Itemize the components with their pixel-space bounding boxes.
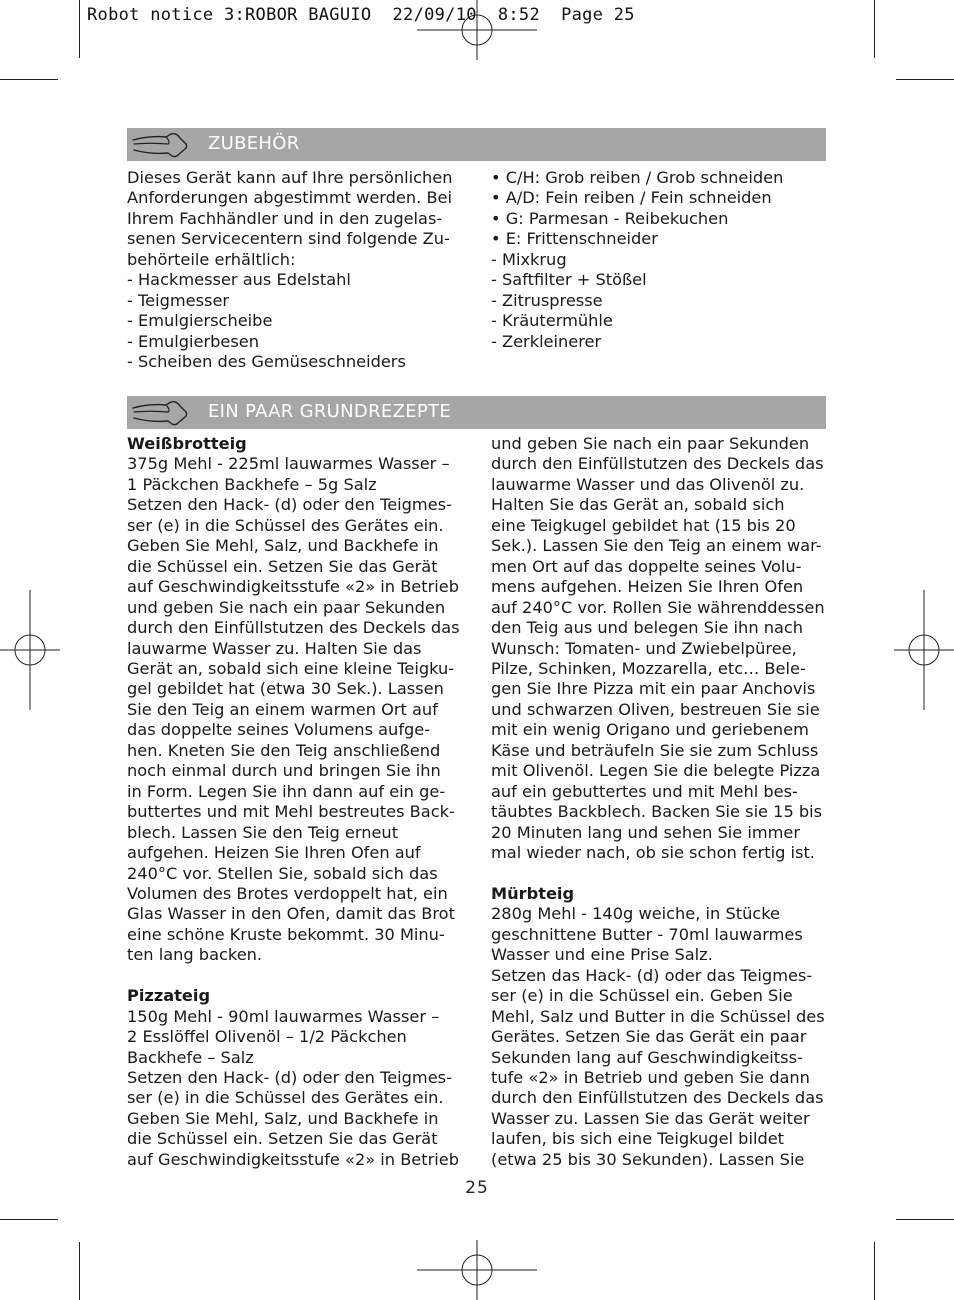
text-line: 20 Minuten lang und sehen Sie immer (491, 822, 801, 842)
recipe-heading: Pizzateig (127, 986, 211, 1006)
text-line: mit ein wenig Origano und geriebenem (491, 720, 809, 740)
text-line: - Emulgierscheibe (127, 311, 273, 331)
text-line: Sek.). Lassen Sie den Teig an einem war- (491, 536, 822, 556)
text-line: Ihrem Fachhändler und in den zugelas- (127, 208, 443, 228)
text-line: Dieses Gerät kann auf Ihre persönlichen (127, 168, 453, 187)
crop-mark (874, 0, 875, 58)
crop-mark (896, 1219, 954, 1220)
recipe-heading: Mürbteig (491, 883, 575, 903)
text-line: - Scheiben des Gemüseschneiders (127, 352, 406, 372)
text-line: auf ein gebuttertes und mit Mehl bes- (491, 781, 798, 801)
text-line: Pilze, Schinken, Mozzarella, etc… Bele- (491, 658, 806, 678)
registration-mark-icon (417, 0, 537, 60)
text-line: Anforderungen abgestimmt werden. Bei (127, 188, 453, 208)
text-line: lauwarme Wasser zu. Halten Sie das (127, 638, 422, 658)
text-line: das doppelte seines Volumens aufge- (127, 720, 431, 740)
text-line: Wunsch: Tomaten- und Zwiebelpüree, (491, 638, 797, 658)
text-line: 240°C vor. Stellen Sie, sobald sich das (127, 863, 438, 883)
text-line: und geben Sie nach ein paar Sekunden (491, 434, 810, 453)
text-line: • A/D: Fein reiben / Fein schneiden (491, 188, 772, 208)
text-line: men Ort auf das doppelte seines Volu- (491, 556, 802, 576)
crop-mark (896, 79, 954, 80)
text-line: - Hackmesser aus Edelstahl (127, 270, 351, 290)
text-line: behörteile erhältlich: (127, 249, 296, 269)
accessories-left-column (127, 168, 467, 373)
text-line: und geben Sie nach ein paar Sekunden (127, 597, 446, 617)
text-line: Halten Sie das Gerät an, sobald sich (491, 495, 785, 515)
text-line: - Saftfilter + Stößel (491, 270, 647, 290)
text-line: Sekunden lang auf Geschwindigkeitss- (491, 1047, 803, 1067)
text-line: die Schüssel ein. Setzen Sie das Gerät (127, 556, 438, 576)
crop-mark (874, 1242, 875, 1300)
text-line: (etwa 25 bis 30 Sekunden). Lassen Sie (491, 1149, 805, 1169)
text-line: Geben Sie Mehl, Salz, und Backhefe in (127, 1108, 439, 1128)
text-line: Setzen den Hack- (d) oder den Teigmes- (127, 495, 452, 515)
section-header-accessories (127, 128, 826, 161)
crop-mark (79, 0, 80, 58)
registration-mark-icon (0, 590, 60, 710)
text-line: die Schüssel ein. Setzen Sie das Gerät (127, 1129, 438, 1149)
section-title: ZUBEHÖR (208, 133, 300, 154)
text-line: tufe «2» in Betrieb und geben Sie dann (491, 1068, 810, 1088)
section-header-recipes (127, 396, 826, 429)
text-line: Gerätes. Setzen Sie das Gerät ein paar (491, 1027, 807, 1047)
page-number: 25 (465, 1178, 489, 1198)
text-line: täubtes Backblech. Backen Sie sie 15 bis (491, 802, 823, 822)
text-line: auf 240°C vor. Rollen Sie währenddessen (491, 597, 825, 617)
text-line: den Teig aus und belegen Sie ihn nach (491, 618, 804, 638)
registration-mark-icon (417, 1240, 537, 1300)
text-line: 150g Mehl - 90ml lauwarmes Wasser – (127, 1006, 440, 1026)
text-line: ser (e) in die Schüssel des Gerätes ein. (127, 515, 444, 535)
text-line: gel gebildet hat (etwa 30 Sek.). Lassen (127, 679, 444, 699)
text-line: buttertes und mit Mehl bestreutes Back- (127, 802, 455, 822)
hand-pointer-icon (130, 131, 190, 159)
text-line: Geben Sie Mehl, Salz, und Backhefe in (127, 536, 439, 556)
text-line: Mehl, Salz und Butter in die Schüssel des (491, 1006, 825, 1026)
text-line: • E: Frittenschneider (491, 229, 658, 249)
text-line: - Emulgierbesen (127, 331, 260, 351)
text-line: Wasser zu. Lassen Sie das Gerät weiter (491, 1108, 810, 1128)
text-line: 2 Esslöffel Olivenöl – 1/2 Päckchen (127, 1027, 407, 1047)
recipes-right-column (491, 434, 831, 1170)
crop-mark (0, 79, 58, 80)
text-line: laufen, bis sich eine Teigkugel bildet (491, 1129, 785, 1149)
paragraph-gap (491, 864, 831, 884)
text-line: ser (e) in die Schüssel ein. Geben Sie (491, 986, 793, 1006)
accessories-right-column (491, 168, 831, 352)
print-slug-header: Robot notice 3:ROBOR BAGUIO 22/09/10 8:52 Page 25 (87, 5, 635, 25)
hand-pointer-icon (130, 399, 190, 427)
text-line: - Zitruspresse (491, 290, 603, 310)
paragraph-gap (127, 966, 467, 986)
text-line: • C/H: Grob reiben / Grob schneiden (491, 168, 784, 187)
recipe-heading: Weißbrotteig (127, 434, 247, 453)
text-line: Sie den Teig an einem warmen Ort auf (127, 699, 438, 719)
text-line: durch den Einfüllstutzen des Deckels das (491, 454, 824, 474)
text-line: noch einmal durch und bringen Sie ihn (127, 761, 441, 781)
text-line: - Teigmesser (127, 290, 230, 310)
text-line: und schwarzen Oliven, bestreuen Sie sie (491, 699, 820, 719)
text-line: Setzen das Hack- (d) oder das Teigmes- (491, 965, 813, 985)
text-line: senen Servicecentern sind folgende Zu- (127, 229, 450, 249)
section-title: EIN PAAR GRUNDREZEPTE (208, 401, 451, 422)
crop-mark (79, 1242, 80, 1300)
text-line: durch den Einfüllstutzen des Deckels das (491, 1088, 824, 1108)
text-line: 280g Mehl - 140g weiche, in Stücke (491, 904, 780, 924)
text-line: Backhefe – Salz (127, 1047, 254, 1067)
text-line: Wasser und eine Prise Salz. (491, 945, 713, 965)
registration-mark-icon (894, 590, 954, 710)
text-line: auf Geschwindigkeitsstufe «2» in Betrieb (127, 1149, 459, 1169)
text-line: aufgehen. Heizen Sie Ihren Ofen auf (127, 843, 421, 863)
text-line: blech. Lassen Sie den Teig erneut (127, 822, 399, 842)
text-line: Gerät an, sobald sich eine kleine Teigku- (127, 658, 455, 678)
text-line: Setzen den Hack- (d) oder den Teigmes- (127, 1068, 452, 1088)
text-line: in Form. Legen Sie ihn dann auf ein ge- (127, 781, 446, 801)
text-line: Volumen des Brotes verdoppelt hat, ein (127, 883, 448, 903)
text-line: 1 Päckchen Backhefe – 5g Salz (127, 474, 377, 494)
text-line: mens aufgehen. Heizen Sie Ihren Ofen (491, 577, 804, 597)
text-line: gen Sie Ihre Pizza mit ein paar Anchovis (491, 679, 816, 699)
text-line: mal wieder nach, ob sie schon fertig ist. (491, 843, 815, 863)
text-line: hen. Kneten Sie den Teig anschließend (127, 740, 441, 760)
text-line: auf Geschwindigkeitsstufe «2» in Betrieb (127, 577, 459, 597)
recipes-left-column (127, 434, 467, 1170)
text-line: ten lang backen. (127, 945, 263, 965)
crop-mark (0, 1219, 58, 1220)
text-line: durch den Einfüllstutzen des Deckels das (127, 618, 460, 638)
text-line: • G: Parmesan - Reibekuchen (491, 208, 729, 228)
text-line: - Zerkleinerer (491, 331, 602, 351)
text-line: lauwarme Wasser und das Olivenöl zu. (491, 474, 805, 494)
text-line: mit Olivenöl. Legen Sie die belegte Pizza (491, 761, 821, 781)
text-line: - Mixkrug (491, 249, 567, 269)
text-line: Glas Wasser in den Ofen, damit das Brot (127, 904, 455, 924)
text-line: ser (e) in die Schüssel des Gerätes ein. (127, 1088, 444, 1108)
text-line: eine Teigkugel gebildet hat (15 bis 20 (491, 515, 796, 535)
text-line: - Kräutermühle (491, 311, 613, 331)
text-line: Käse und beträufeln Sie sie zum Schluss (491, 740, 819, 760)
text-line: eine schöne Kruste bekommt. 30 Minu- (127, 924, 445, 944)
text-line: geschnittene Butter - 70ml lauwarmes (491, 924, 803, 944)
text-line: 375g Mehl - 225ml lauwarmes Wasser – (127, 454, 450, 474)
